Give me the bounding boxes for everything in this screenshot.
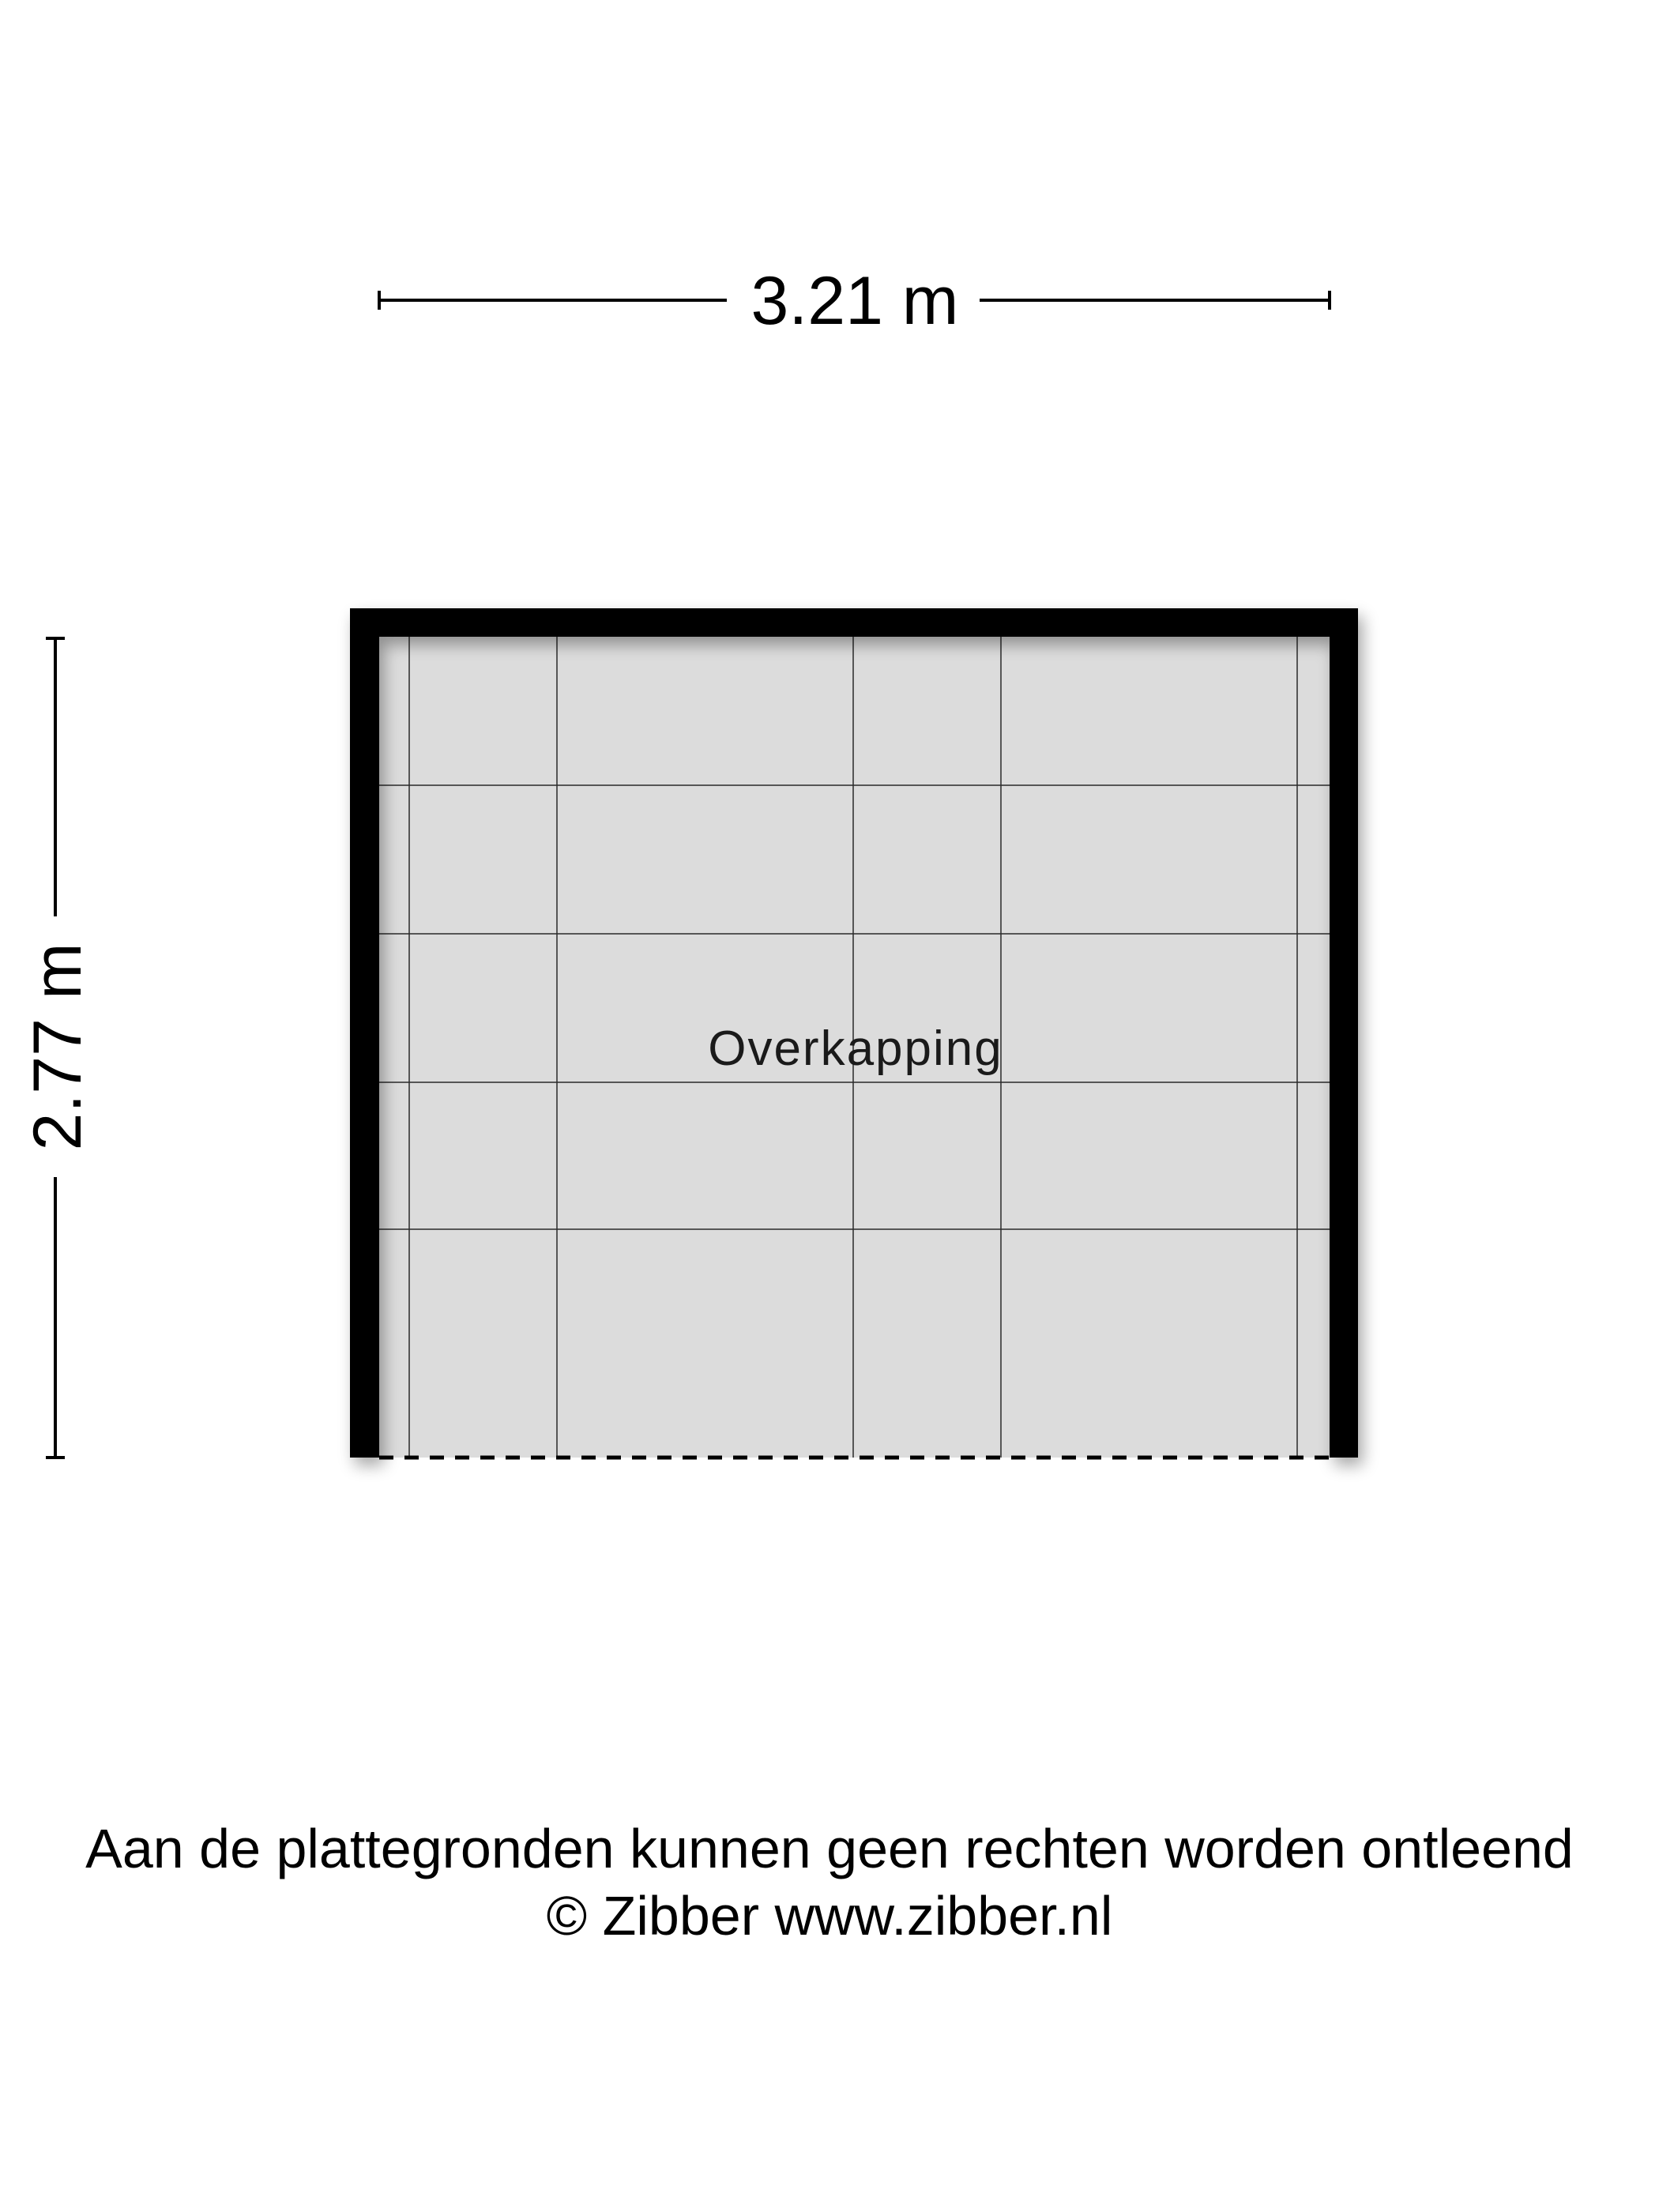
width-dimension: [379, 263, 1330, 339]
room-overkapping: [350, 608, 1358, 1458]
height-dimension: [20, 638, 96, 1458]
width-label: 3.21 m: [750, 263, 959, 339]
disclaimer-text: Aan de plattegronden kunnen geen rechten worden ontleend: [85, 1818, 1574, 1879]
height-label: 2.77 m: [20, 942, 96, 1151]
copyright-text: © Zibber www.zibber.nl: [546, 1885, 1113, 1947]
room-label: Overkapping: [708, 1021, 1003, 1076]
